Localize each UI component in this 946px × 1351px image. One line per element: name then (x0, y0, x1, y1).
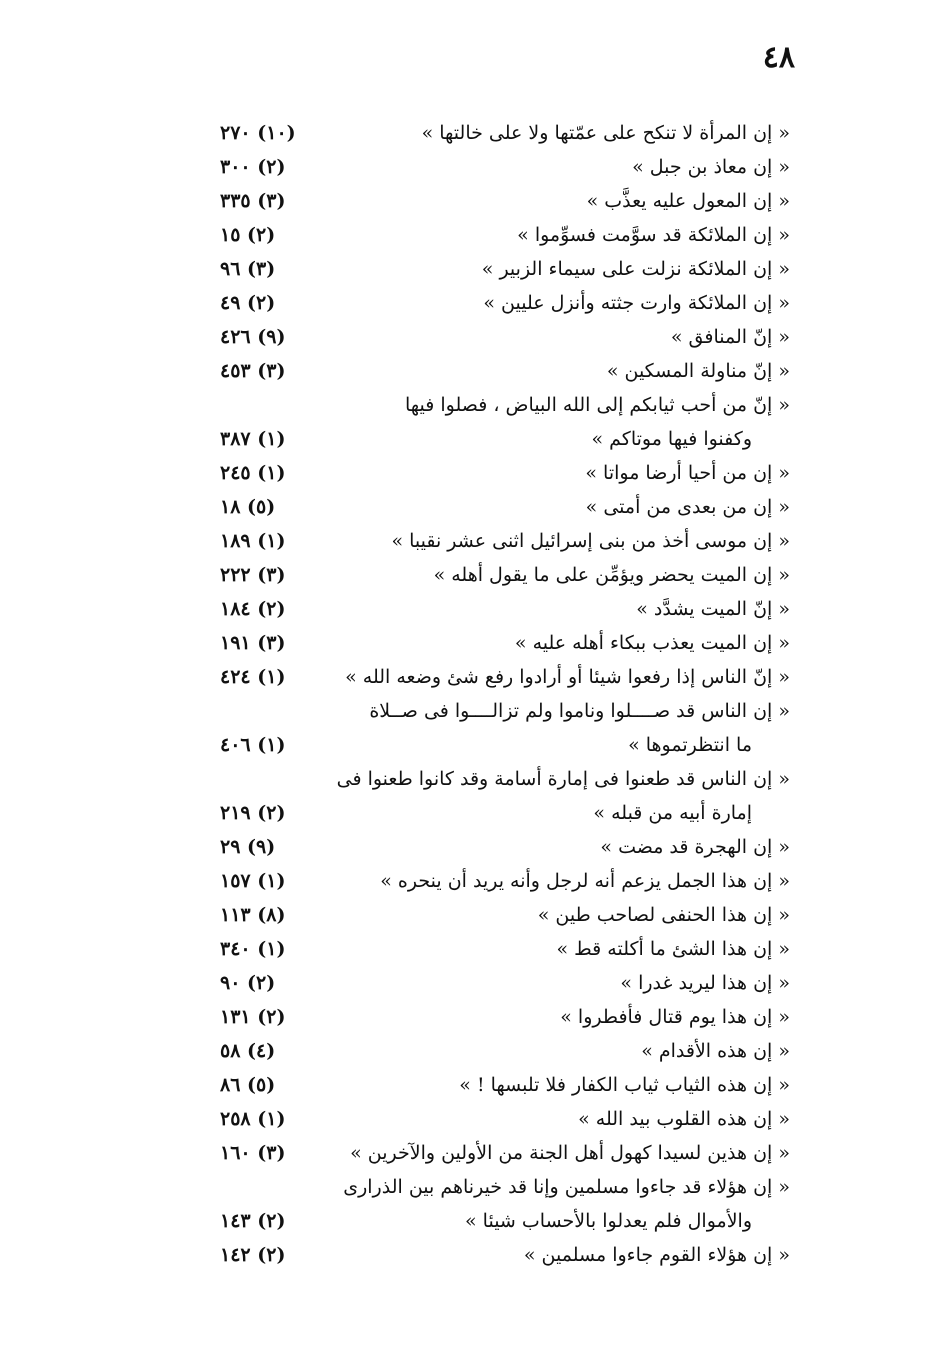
entry-reference: (٢) ١٨٤ (220, 598, 286, 620)
index-entry (200, 1240, 800, 1274)
entry-text: « إن هذا الجمل يزعم أنه لرجل وأنه يريد أن ينحره » (380, 870, 790, 892)
index-entry (200, 254, 800, 288)
index-entry (200, 118, 800, 152)
entry-continuation-text: ما انتظرتموها » (628, 734, 752, 756)
entry-text: « إن موسى أخذ من بنى إسرائيل اثنى عشر نقيبا » (391, 530, 790, 552)
entry-reference: (٢) ٢١٩ (220, 802, 286, 824)
entry-text: « إن الميت يحضر ويؤمِّن على ما يقول أهله » (433, 564, 790, 586)
index-entry (200, 186, 800, 220)
entry-text: « إن هذا الحنفى لصاحب طين » (537, 904, 790, 926)
entry-reference: (٢) ١٤٣ (220, 1210, 286, 1232)
entry-reference: (٣) ٩٦ (220, 258, 276, 280)
index-entry (200, 492, 800, 526)
entry-text: « إن هذه الأقدام » (641, 1040, 790, 1062)
index-entry (200, 1206, 800, 1240)
entry-reference: (١) ٤٢٤ (220, 666, 286, 688)
entry-reference: (١) ٣٨٧ (220, 428, 286, 450)
entry-reference: (٣) ١٩١ (220, 632, 286, 654)
index-entry (200, 220, 800, 254)
index-entry (200, 934, 800, 968)
entry-reference: (١) ١٥٧ (220, 870, 286, 892)
entry-reference: (٣) ٢٢٢ (220, 564, 286, 586)
entry-text: « إن هذه الثياب ثياب الكفار فلا تلبسها ! » (459, 1074, 790, 1096)
entry-text: « إن المرأة لا تنكح على عمّتها ولا على خالتها » (421, 122, 790, 144)
entry-reference: (٢) ٤٩ (220, 292, 276, 314)
page-number: ٤٨ (762, 40, 795, 75)
entry-reference: (٥) ١٨ (220, 496, 276, 518)
entry-text: « إن الميت يعذب ببكاء أهله عليه » (514, 632, 790, 654)
index-entry (200, 1036, 800, 1070)
entry-text: « إن هذا ليريد غدرا » (620, 972, 790, 994)
entry-reference: (٤) ٥٨ (220, 1040, 276, 1062)
index-entry (200, 1172, 800, 1206)
entry-reference: (٢) ٣٠٠ (220, 156, 286, 178)
index-entry (200, 594, 800, 628)
entry-text: « إن هؤلاء القوم جاءوا مسلمين » (523, 1244, 790, 1266)
entry-reference: (١) ٤٠٦ (220, 734, 286, 756)
entry-text: « إن الهجرة قد مضت » (600, 836, 790, 858)
index-entry (200, 322, 800, 356)
index-entry (200, 662, 800, 696)
entry-reference: (٣) ٤٥٣ (220, 360, 286, 382)
index-entry (200, 628, 800, 662)
entry-reference: (٢) ٩٠ (220, 972, 276, 994)
entry-text: « إن هذا يوم قتال فأفطروا » (560, 1006, 790, 1028)
entry-text: « إن الملائكة وارت جثته وأنزل عليين » (483, 292, 790, 314)
entry-text: « إن هؤلاء قد جاءوا مسلمين وإنا قد خيرناهم بين الذرارى (343, 1176, 790, 1198)
entry-reference: (٨) ١١٣ (220, 904, 286, 926)
index-entry (200, 866, 800, 900)
entry-text: « إنّ من أحب ثيابكم إلى الله البياض ، فصلوا فيها (405, 394, 790, 416)
index-entry (200, 832, 800, 866)
entry-text: « إن من أحيا أرضا مواتا » (585, 462, 790, 484)
entry-text: « إن الناس قد طعنوا فى إمارة أسامة وقد كانوا طعنوا فى (336, 768, 790, 790)
entry-text: « إن هذا الشئ ما أكلته قط » (556, 938, 790, 960)
entry-text: « إن هذين لسيدا كهول أهل الجنة من الأولين والآخرين » (350, 1142, 790, 1164)
index-entry (200, 288, 800, 322)
entry-text: « إن هذه القلوب بيد الله » (578, 1108, 790, 1130)
index-entry (200, 560, 800, 594)
entry-text: « إن الملائكة قد سوَّمت فسوِّموا » (517, 224, 790, 246)
index-entry (200, 424, 800, 458)
entry-continuation-text: والأموال فلم يعدلوا بالأحساب شيئا » (465, 1210, 752, 1232)
entry-reference: (٩) ٢٩ (220, 836, 276, 858)
index-entry (200, 968, 800, 1002)
index-entry (200, 458, 800, 492)
entry-reference: (٣) ٣٣٥ (220, 190, 286, 212)
entry-text: « إنّ مناولة المسكين » (606, 360, 790, 382)
entry-reference: (٢) ١٣١ (220, 1006, 286, 1028)
entry-reference: (٣) ١٦٠ (220, 1142, 286, 1164)
entry-text: « إن الملائكة نزلت على سيماء الزبير » (481, 258, 790, 280)
entry-reference: (١٠) ٢٧٠ (220, 122, 296, 144)
entry-reference: (٥) ٨٦ (220, 1074, 276, 1096)
index-entry (200, 1002, 800, 1036)
entry-reference: (١) ٢٤٥ (220, 462, 286, 484)
entry-text: « إن الناس قد صــــلوا وناموا ولم تزالــــوا فى صــلاة (369, 700, 790, 722)
entry-reference: (١) ٣٤٠ (220, 938, 286, 960)
entry-reference: (١) ١٨٩ (220, 530, 286, 552)
index-entry (200, 764, 800, 798)
hadith-index-list (200, 118, 800, 1274)
entry-text: « إن من بعدى من أمتى » (585, 496, 790, 518)
entry-reference: (١) ٢٥٨ (220, 1108, 286, 1130)
index-entry (200, 696, 800, 730)
index-entry (200, 152, 800, 186)
entry-continuation-text: وكفنوا فيها موتاكم » (591, 428, 752, 450)
index-entry (200, 1138, 800, 1172)
entry-text: « إنّ الميت يشدَّد » (636, 598, 790, 620)
index-entry (200, 390, 800, 424)
entry-reference: (٢) ١٥ (220, 224, 276, 246)
index-entry (200, 1070, 800, 1104)
entry-text: « إنّ الناس إذا رفعوا شيئا أو أرادوا رفع شئ وضعه الله » (345, 666, 790, 688)
index-entry (200, 730, 800, 764)
index-entry (200, 798, 800, 832)
entry-text: « إنّ المنافق » (670, 326, 790, 348)
index-entry (200, 526, 800, 560)
entry-reference: (٩) ٤٢٦ (220, 326, 286, 348)
entry-continuation-text: إمارة أبيه من قبله » (593, 802, 752, 824)
index-entry (200, 1104, 800, 1138)
index-entry (200, 356, 800, 390)
entry-reference: (٢) ١٤٢ (220, 1244, 286, 1266)
entry-text: « إن المعول عليه يعذَّب » (586, 190, 790, 212)
entry-text: « إن معاذ بن جبل » (632, 156, 790, 178)
index-entry (200, 900, 800, 934)
